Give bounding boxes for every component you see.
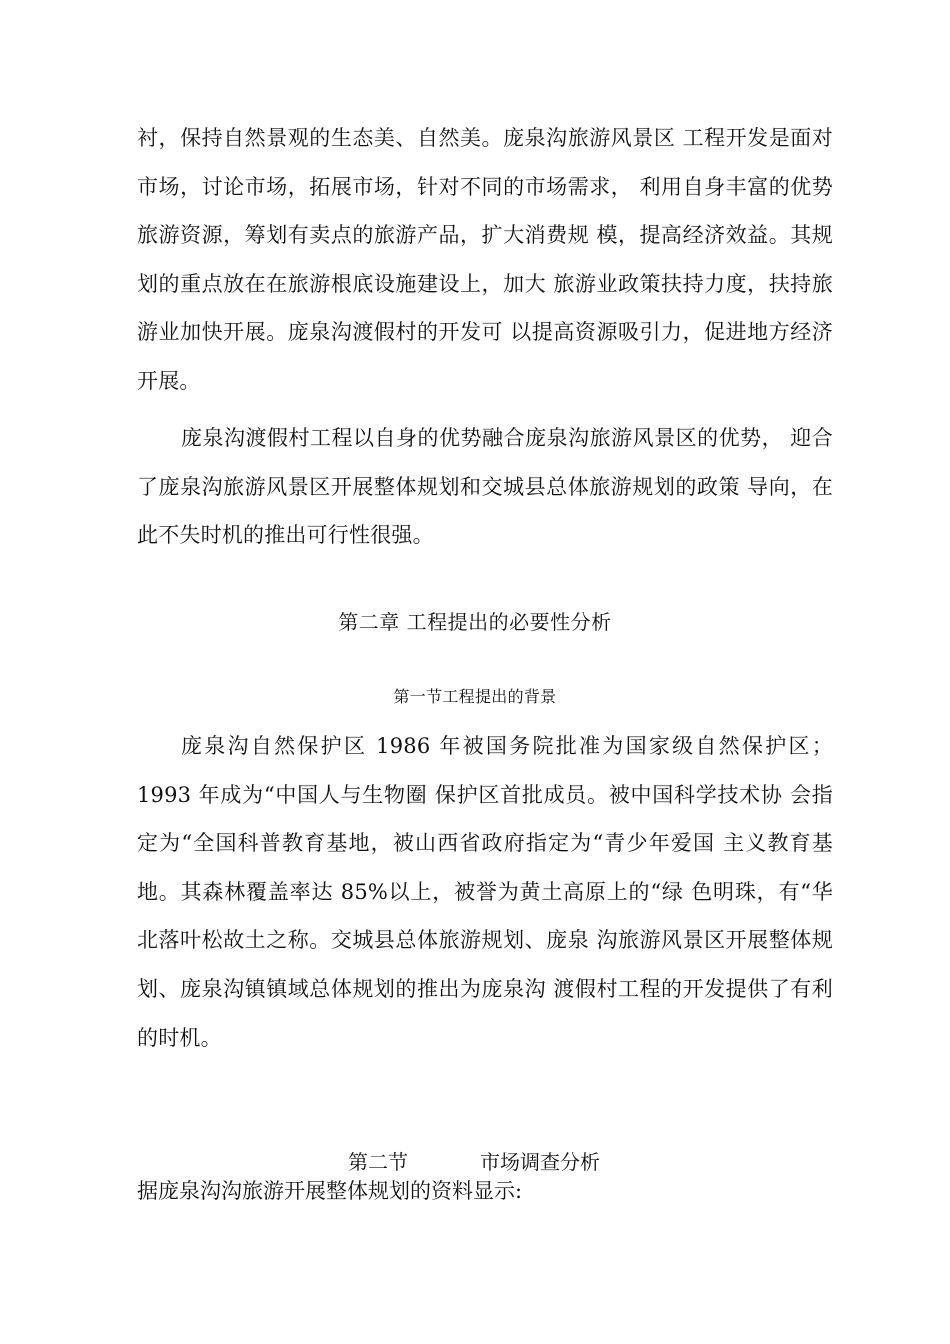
body-paragraph-1: 衬，保持自然景观的生态美、自然美。庞泉沟旅游风景区 工程开发是面对市场，讨论市场，拓展市场，针对不同的市场需求， 利用自身丰富的优势旅游资源，筹划有卖点的旅游产品，扩大消费规 模，提高经济效益。其规划的重点放在在旅游根底设施建设上，加大 旅游业政策扶持力度，扶持旅游业加快开展。庞泉沟渡假村的开发可 以提高资源吸引力，促进地方经济开展。 bbox=[137, 126, 833, 393]
chapter-title: 第二章 工程提出的必要性分析 bbox=[338, 610, 612, 634]
section-title-1: 第一节工程提出的背景 bbox=[393, 687, 557, 706]
section-title-2-number: 第二节 bbox=[348, 1150, 408, 1174]
section-title-2-name: 市场调查分析 bbox=[480, 1150, 600, 1174]
body-paragraph-3: 庞泉沟自然保护区 1986 年被国务院批准为国家级自然保护区； 1993 年成为“中国人与生物圈 保护区首批成员。被中国科学技术协 会指定为“全国科普教育基地，被山西省政府指定为“青少年爱国 主义教育基地。其森林覆盖率达 85%以上，被誉为黄土高原上的“绿 色明珠，有“华北落叶松故土之称。交城县总体旅游规划、庞泉 沟旅游风景区开展整体规划、庞泉沟镇镇域总体规划的推出为庞泉沟 渡假村工程的开发提供了有利的时机。 bbox=[137, 734, 833, 1050]
body-paragraph-4: 据庞泉沟沟旅游开展整体规划的资料显示: bbox=[137, 1179, 523, 1203]
body-paragraph-2: 庞泉沟渡假村工程以自身的优势融合庞泉沟旅游风景区的优势， 迎合了庞泉沟旅游风景区开展整体规划和交城县总体旅游规划的政策 导向，在此不失时机的推出可行性很强。 bbox=[137, 426, 833, 548]
section-title-2 bbox=[348, 1146, 600, 1175]
